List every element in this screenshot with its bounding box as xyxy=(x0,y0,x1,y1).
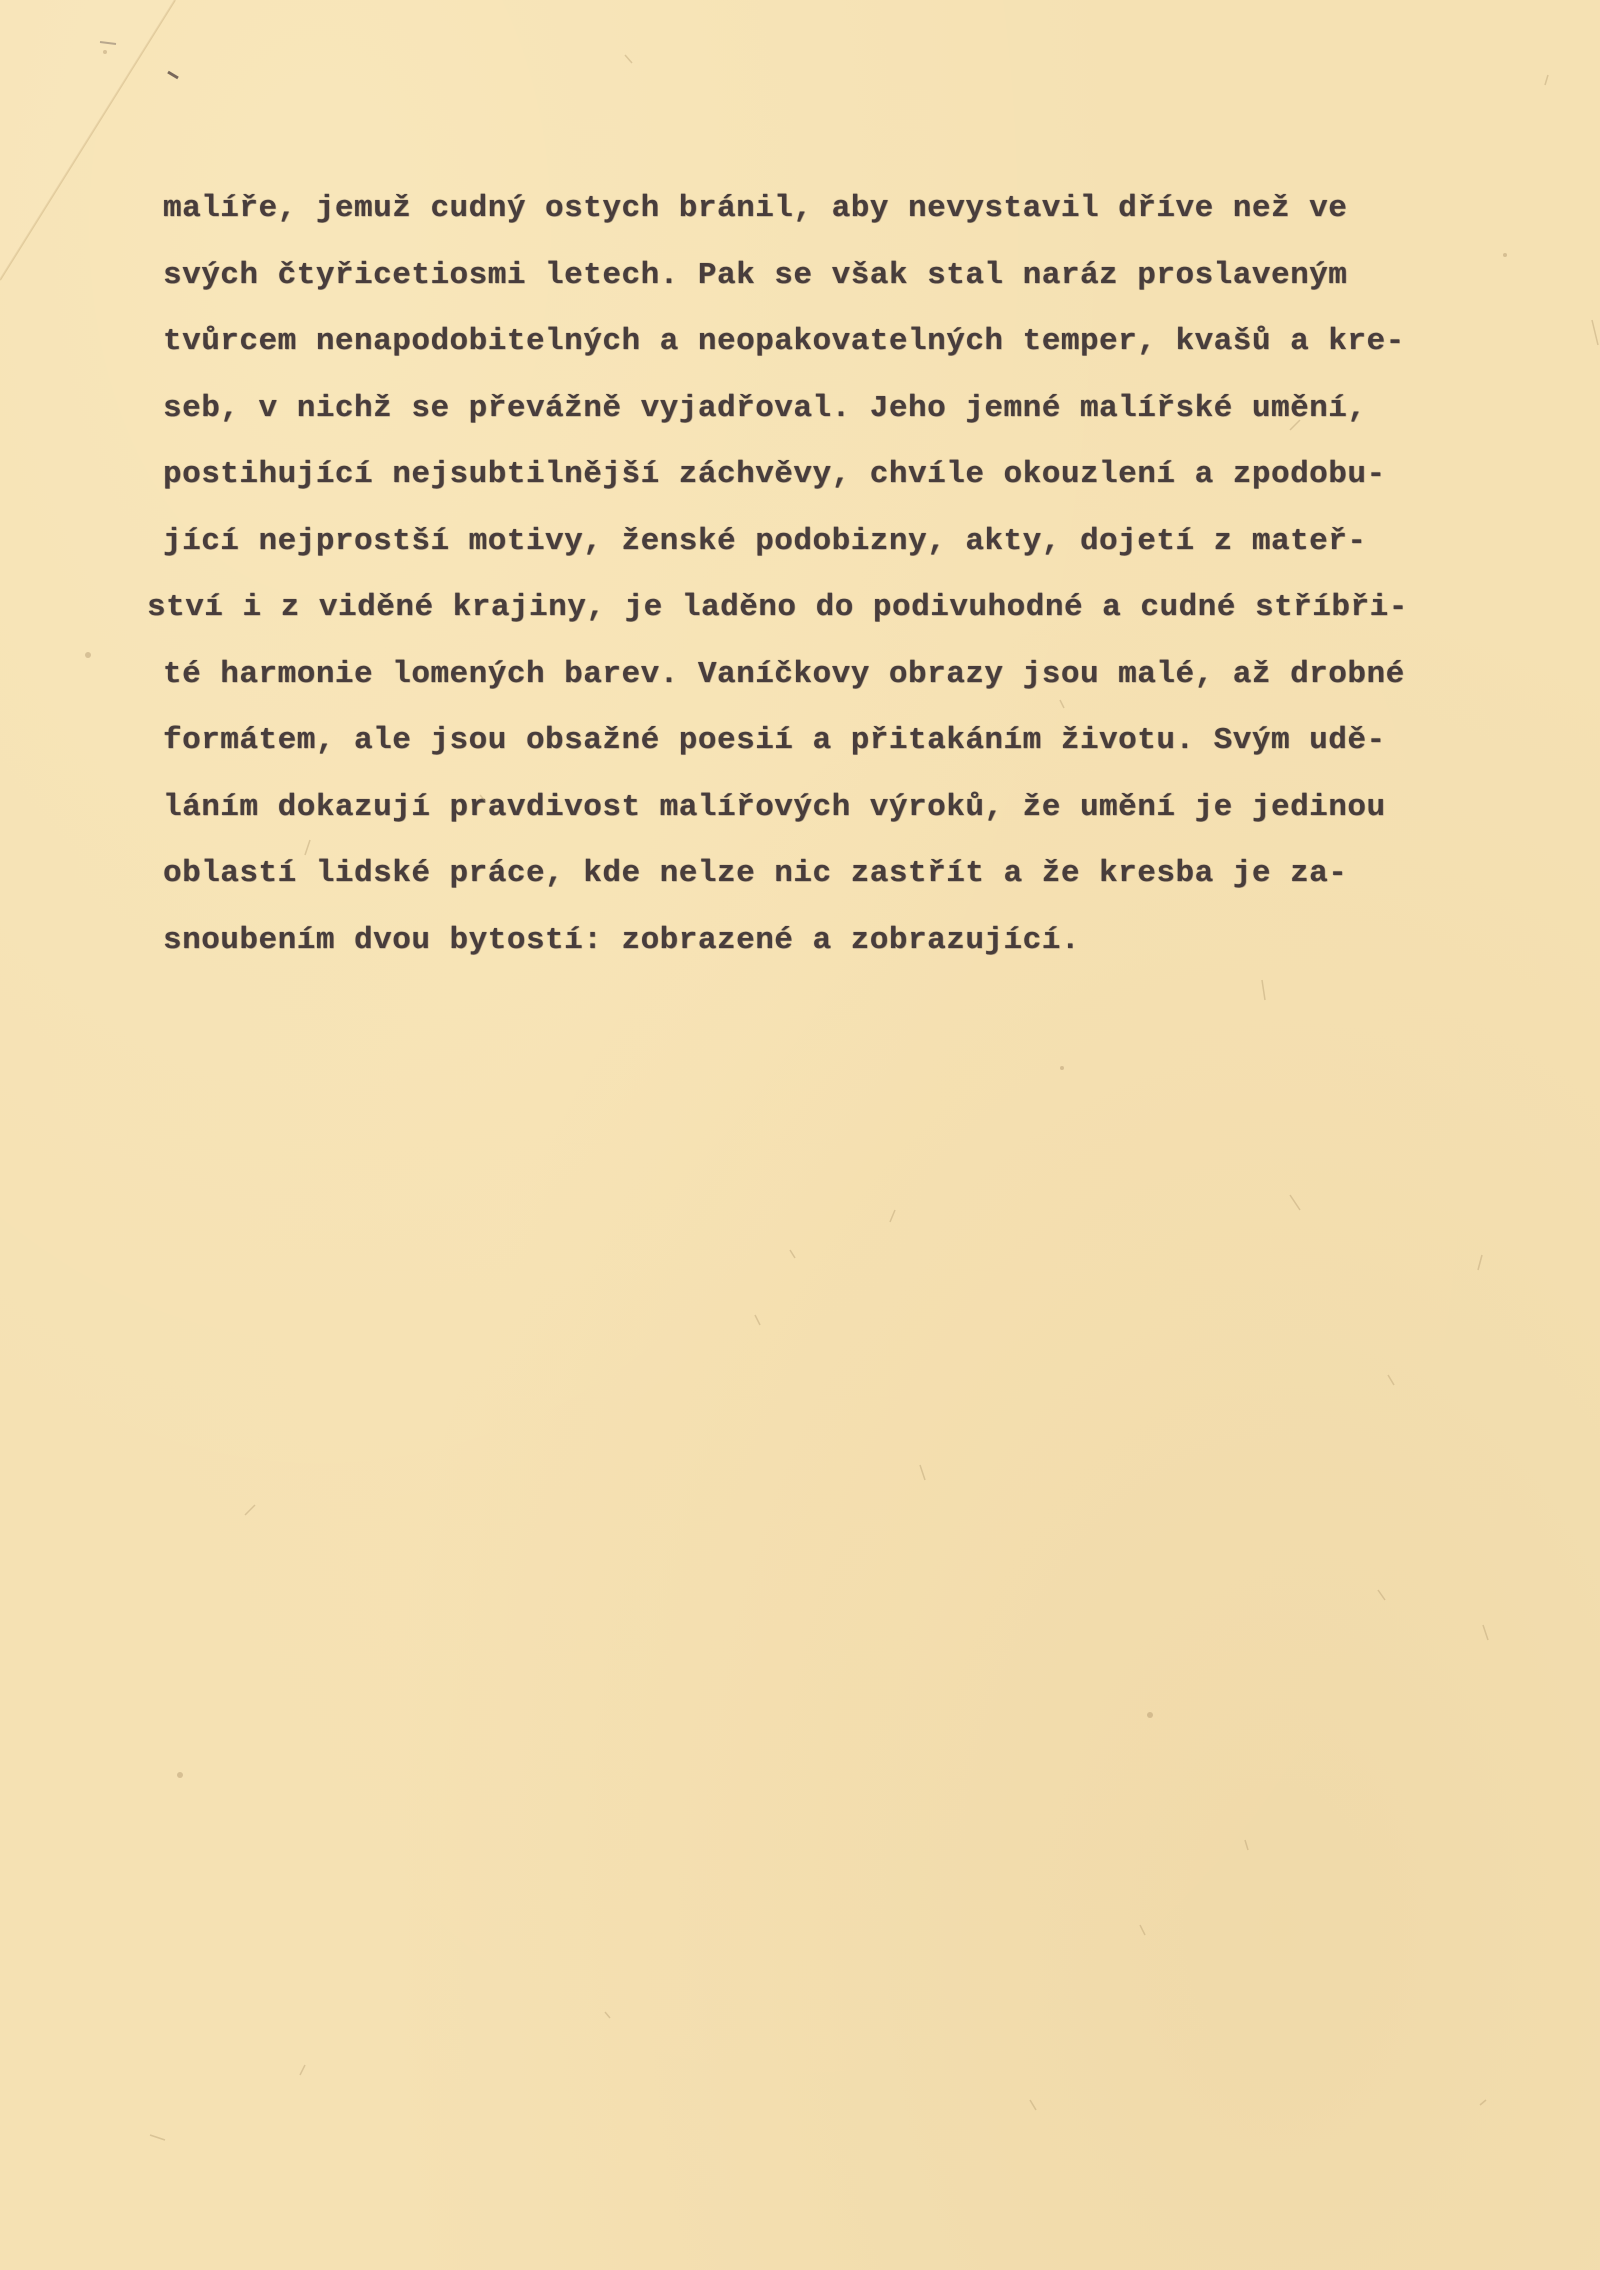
text-line: jící nejprostší motivy, ženské podobizny, akty, dojetí z mateř- xyxy=(163,523,1367,559)
text-line: malíře, jemuž cudný ostych bránil, aby nevystavil dříve než ve xyxy=(163,191,1348,226)
text-line: svých čtyřicetiosmi letech. Pak se však stal naráz proslaveným xyxy=(163,257,1348,293)
text-line: formátem, ale jsou obsažné poesií a přitakáním životu. Svým udě- xyxy=(163,723,1386,758)
text-line: postihující nejsubtilnější záchvěvy, chvíle okouzlení a zpodobu- xyxy=(163,457,1386,492)
text-line: té harmonie lomených barev. Vaníčkovy obrazy jsou malé, až drobné xyxy=(163,656,1405,692)
text-line: snoubením dvou bytostí: zobrazené a zobrazující. xyxy=(163,922,1080,958)
text-line: oblastí lidské práce, kde nelze nic zastřít a že kresba je za- xyxy=(163,856,1348,891)
text-line: tvůrcem nenapodobitelných a neopakovatelných temper, kvašů a kre- xyxy=(163,324,1405,359)
text-line: láním dokazují pravdivost malířových výroků, že umění je jedinou xyxy=(163,789,1386,825)
typewritten-paragraph xyxy=(147,176,1483,974)
text-line: seb, v nichž se převážně vyjadřoval. Jeho jemné malířské umění, xyxy=(163,390,1367,426)
text-line: ství i z viděné krajiny, je laděno do podivuhodné a cudné stříbři- xyxy=(147,590,1408,625)
